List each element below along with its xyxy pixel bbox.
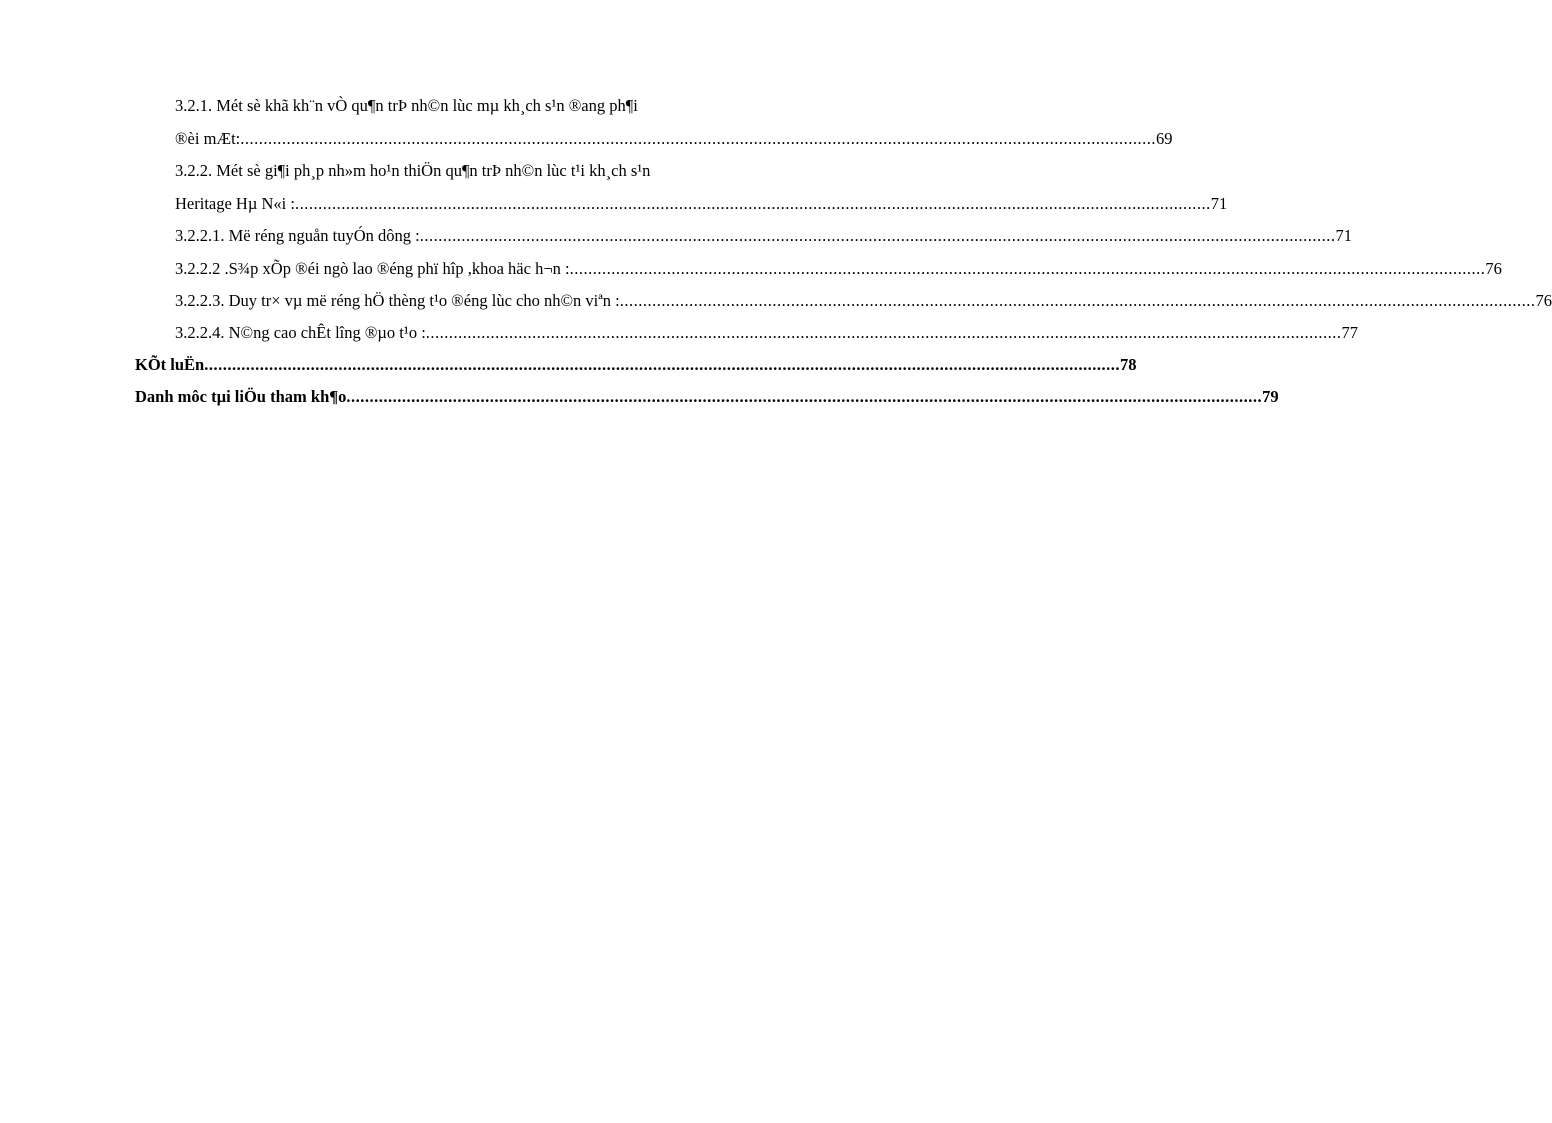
toc-entry-label: 3.2.2.2 .S¾p xÕp ®éi ngò lao ®éng phï hîp ,khoa häc h¬n : [175, 259, 570, 278]
toc-dot-leader: ...................................................................................................................................................................................................... [419, 226, 1336, 245]
toc-page-number: 78 [1119, 355, 1137, 374]
toc-entry-3-2-2-4 [175, 322, 1359, 344]
toc-dot-leader: ...................................................................................................................................................................................................... [204, 355, 1120, 374]
toc-dot-leader: ...................................................................................................................................................................................................... [425, 323, 1342, 342]
toc-page-number: 79 [1262, 387, 1279, 406]
toc-dot-leader: ...................................................................................................................................................................................................... [294, 194, 1211, 213]
toc-entry-label: Heritage Hµ N«i : [175, 194, 295, 213]
toc-page-number: 77 [1341, 323, 1359, 342]
toc-entry-3-2-2-line2 [175, 193, 1228, 215]
toc-entry-label: ®èi mÆt: [175, 129, 241, 148]
toc-entry-3-2-1-line1: 3.2.1. Mét sè khã kh¨n vÒ qu¶n trÞ nh©n lùc mµ kh¸ch s¹n ®ang ph¶i [175, 96, 638, 115]
toc-dot-leader: ...................................................................................................................................................................................................... [240, 129, 1156, 148]
toc-entry-label: Danh môc tµi liÖu tham kh¶o [135, 387, 347, 406]
toc-page-number: 76 [1535, 291, 1552, 310]
toc-dot-leader: ...................................................................................................................................................................................................... [569, 259, 1486, 278]
toc-page-number: 76 [1485, 259, 1502, 278]
toc-entry-conclusion [135, 354, 1137, 376]
toc-entry-3-2-2-3 [175, 290, 1552, 312]
toc-entry-label: 3.2.2.1. Më réng nguån tuyÓn dông : [175, 226, 420, 245]
toc-dot-leader: ...................................................................................................................................................................................................... [619, 291, 1536, 310]
toc-page-number: 71 [1335, 226, 1352, 245]
toc-page-number: 71 [1210, 194, 1228, 213]
toc-entry-references [135, 386, 1279, 408]
toc-entry-label: KÕt luËn [135, 355, 205, 374]
toc-entry-3-2-2-2 [175, 258, 1502, 280]
toc-entry-label: 3.2.2.3. Duy tr× vµ më réng hÖ thèng t¹o ®éng lùc cho nh©n viªn : [175, 291, 620, 310]
toc-entry-3-2-2-line1: 3.2.2. Mét sè gi¶i ph¸p nh»m ho¹n thiÖn qu¶n trÞ nh©n lùc t¹i kh¸ch s¹n [175, 161, 651, 180]
toc-entry-label: 3.2.2.4. N©ng cao chÊt lîng ®µo t¹o : [175, 323, 426, 342]
toc-dot-leader: ...................................................................................................................................................................................................... [346, 387, 1263, 406]
toc-entry-3-2-2-1 [175, 225, 1352, 247]
toc-page-number: 69 [1156, 129, 1173, 148]
toc-entry-3-2-1-line2 [175, 128, 1173, 150]
